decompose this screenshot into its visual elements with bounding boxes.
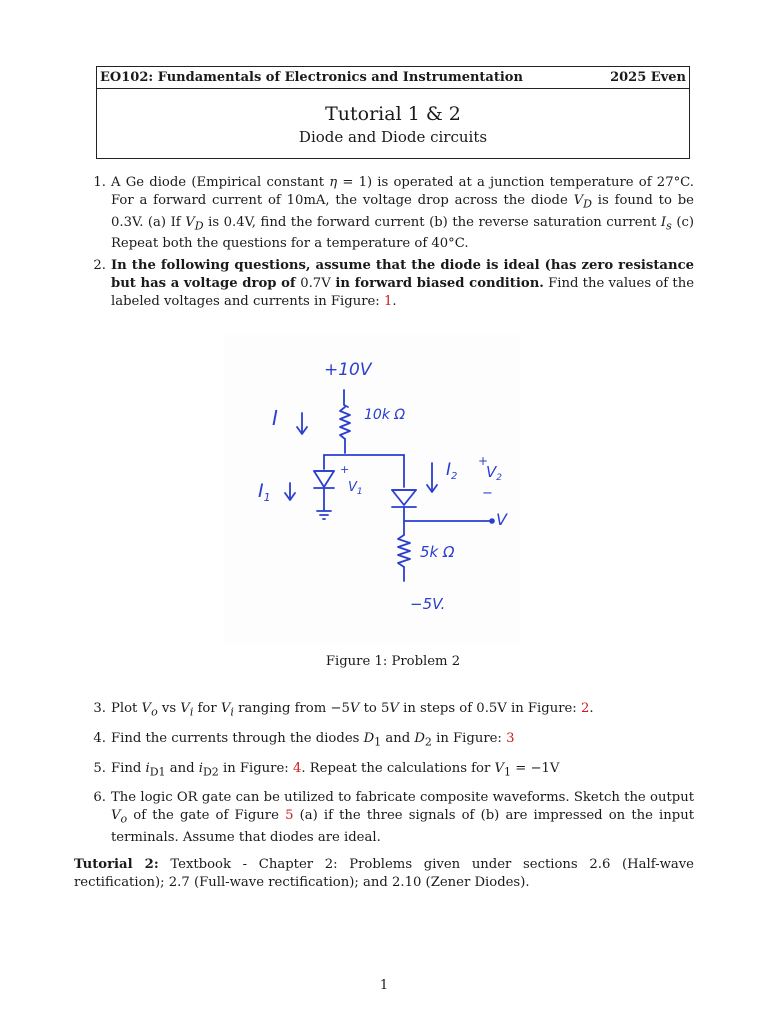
figure-caption: Figure 1: Problem 2 bbox=[325, 654, 461, 669]
question-3 bbox=[88, 700, 694, 722]
r2-label: 5k Ω bbox=[420, 543, 455, 561]
question-2 bbox=[88, 257, 694, 311]
figure-reference-link[interactable]: 2 bbox=[580, 701, 590, 716]
question-number: 2. bbox=[93, 258, 106, 273]
course-title: EO102: Fundamentals of Electronics and Instrumentation bbox=[100, 70, 523, 85]
question-4 bbox=[88, 730, 694, 752]
question-number: 3. bbox=[93, 701, 106, 716]
v2-plus-label: + bbox=[478, 454, 489, 468]
question-number: 5. bbox=[93, 761, 106, 776]
circuit-figure bbox=[224, 335, 520, 643]
supply-label: +10V bbox=[324, 360, 372, 380]
current-i1-label: $I_1$ bbox=[258, 480, 271, 504]
page-number: 1 bbox=[379, 978, 389, 993]
question-number: 4. bbox=[93, 731, 106, 746]
current-i2-label: $I_2$ bbox=[446, 460, 458, 482]
figure-reference-link[interactable]: 4 bbox=[292, 761, 302, 776]
v2-label: $V_2$ bbox=[486, 463, 502, 483]
figure-reference-link[interactable]: 1 bbox=[383, 294, 393, 309]
neg-supply-label: −5V. bbox=[410, 595, 446, 613]
output-terminal bbox=[489, 518, 495, 524]
question-number: 6. bbox=[93, 790, 106, 805]
tutorial-2-text: Textbook - Chapter 2: Problems given under sections 2.6 (Half-wave rectification); 2.7 (Full-wave rectification); and 2.10 (Zener Diodes). bbox=[74, 857, 694, 890]
tutorial-2-paragraph bbox=[74, 856, 694, 892]
v1-plus-label: + bbox=[340, 463, 350, 476]
r1-label: 10k Ω bbox=[364, 407, 406, 423]
tutorial-2-label: Tutorial 2: bbox=[74, 857, 159, 872]
question-number: 1. bbox=[93, 175, 106, 190]
question-6 bbox=[88, 789, 694, 847]
v1-label: $V_1$ bbox=[348, 480, 363, 497]
header-divider bbox=[96, 88, 690, 89]
figure-reference-link[interactable]: 5 bbox=[285, 808, 294, 823]
current-i-label: I bbox=[272, 406, 278, 430]
question-text: In the following questions, assume that the diode is ideal (has zero resistance but has a voltage drop of 0.7V in forward biased condition. Find the values of the labeled voltages and currents in Figure: 1. bbox=[111, 258, 695, 309]
question-text: Find the currents through the diodes $D_1$ and $D_2$ in Figure: 3 bbox=[111, 731, 515, 749]
question-text: Plot $V_o$ vs $V_i$ for $V_i$ ranging from −5V to 5V in steps of 0.5V in Figure: 2. bbox=[111, 701, 594, 719]
question-text: A Ge diode (Empirical constant η = 1) is operated at a junction temperature of 27°C. For a forward current of 10mA, the voltage drop across the diode $V_D$ is found to be 0.3V. (a) If $V_D$ is 0.4V, find the forward current (b) the reverse saturation current $I_s$ (c) Repeat both the questions for a temperature of 40°C. bbox=[111, 175, 695, 252]
page-subtitle: Diode and Diode circuits bbox=[298, 128, 488, 146]
question-5 bbox=[88, 760, 694, 782]
figure-reference-link[interactable]: 3 bbox=[506, 731, 515, 746]
page-title: Tutorial 1 & 2 bbox=[325, 103, 461, 125]
question-text: The logic OR gate can be utilized to fabricate composite waveforms. Sketch the output $V_o$ of the gate of Figure 5 (a) if the three signals of (b) are impressed on the input terminals. Assume that diodes are ideal. bbox=[111, 790, 694, 845]
question-text: Find $i_{D1}$ and $i_{D2}$ in Figure: 4. Repeat the calculations for $V_1 = -1V$ bbox=[111, 761, 560, 779]
circuit-diagram bbox=[224, 335, 520, 643]
question-1 bbox=[88, 174, 694, 253]
node-v-label: V bbox=[496, 510, 507, 529]
v2-minus-label: − bbox=[482, 486, 493, 501]
course-line bbox=[100, 70, 686, 85]
term-label: 2025 Even bbox=[610, 70, 686, 85]
